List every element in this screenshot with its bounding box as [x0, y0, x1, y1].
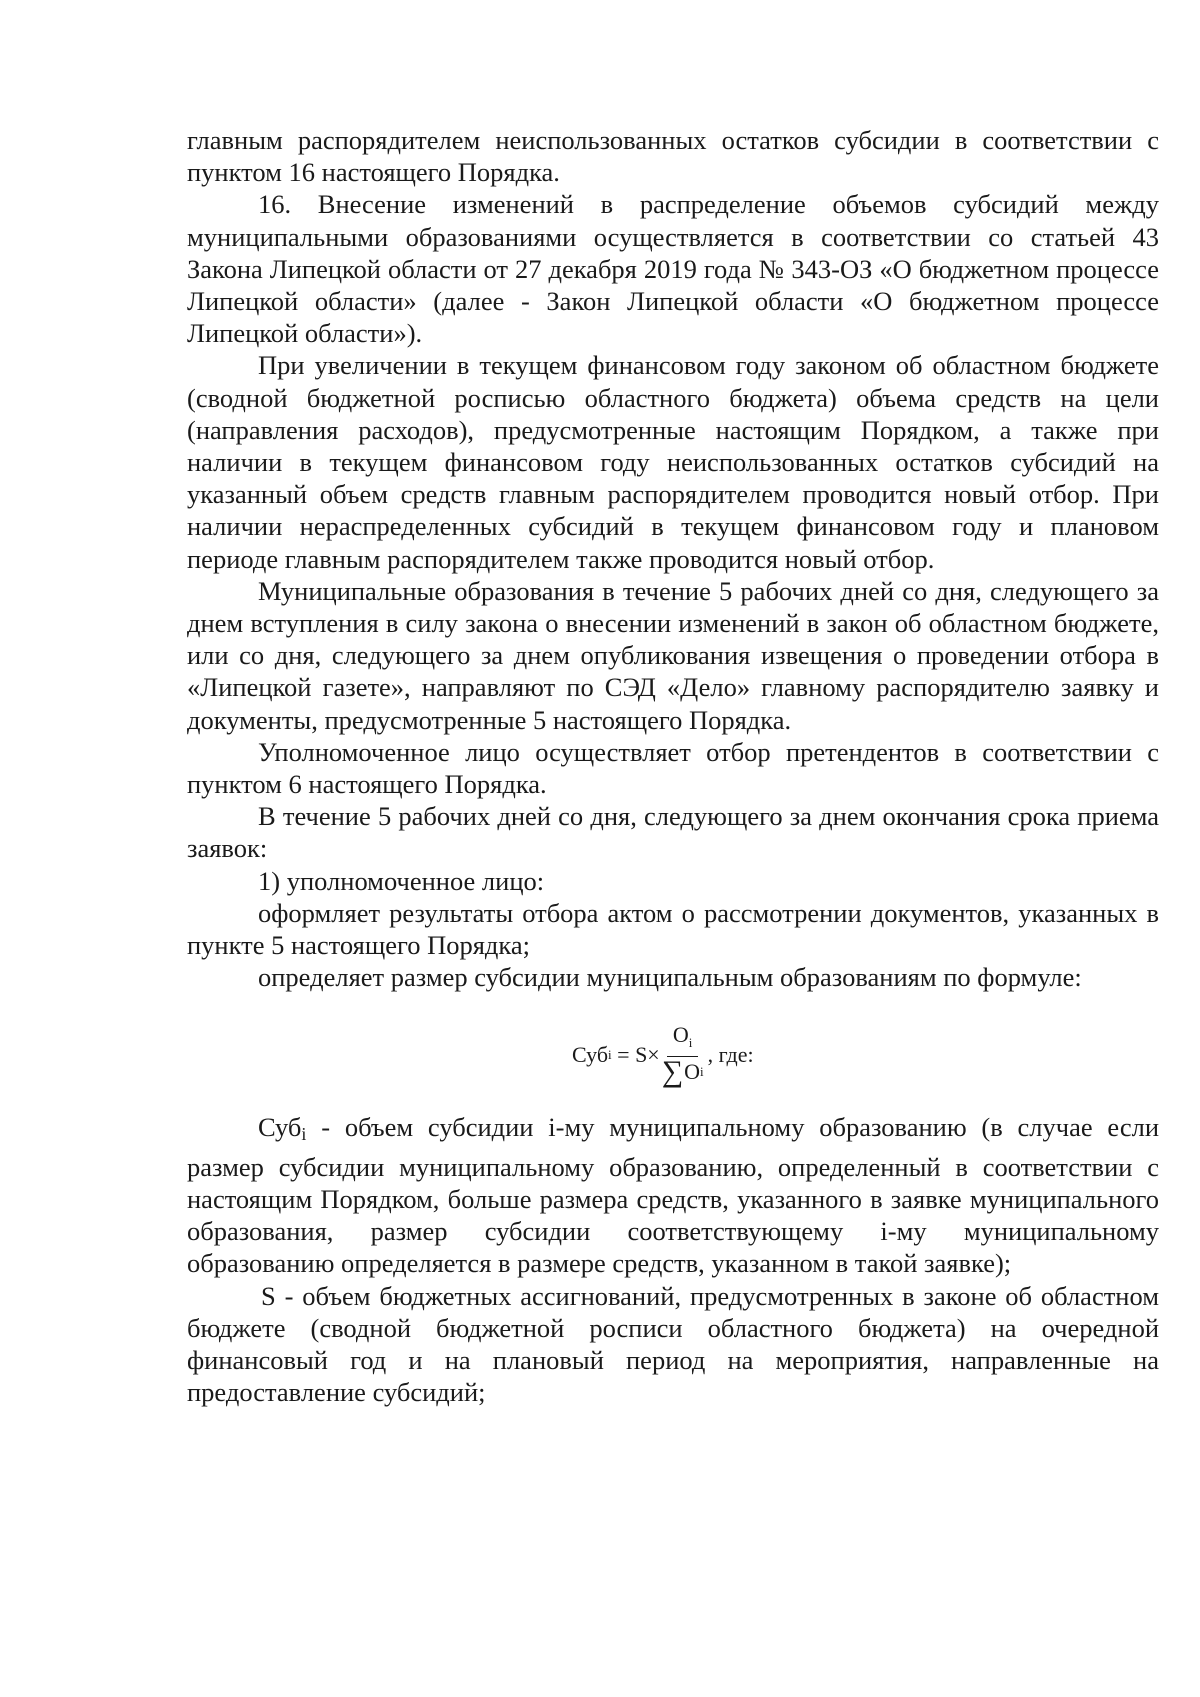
paragraph-sub-definition — [187, 1111, 1159, 1279]
subsidy-formula — [572, 1022, 754, 1089]
document-body — [187, 124, 1159, 1408]
denominator-sub: i — [700, 1064, 704, 1080]
paragraph-authorized-person: Уполномоченное лицо осуществляет отбор претендентов в соответствии с пунктом 6 настоящего Порядка. — [187, 736, 1159, 800]
denominator-symbol: O — [684, 1059, 700, 1085]
formula-lhs-sub: i — [608, 1046, 612, 1062]
formula-numerator — [667, 1024, 699, 1057]
numerator-symbol: O — [672, 1022, 689, 1048]
formula-block — [187, 993, 1159, 1111]
formula-equals: = S× — [611, 1041, 660, 1067]
paragraph-increase: При увеличении в текущем финансовом году законом об областном бюджете (сводной бюджетной росписью областного бюджета) объема средств на цели (направления расходов), предусмотренные настоящим Порядком, а также при наличии в текущем финансовом году неиспользованных остатков субсидий на указанный объем средств главным распорядителем проводится новый отбор. При наличии нераспределенных субсидий в текущем финансовом году и плановом периоде главным распорядителем также проводится новый отбор. — [187, 350, 1159, 574]
formula-fraction — [661, 1022, 704, 1089]
paragraph-item-1: 1) уполномоченное лицо: — [258, 865, 545, 896]
formula-denominator — [661, 1055, 704, 1089]
paragraph-continuation: главным распорядителем неиспользованных остатков субсидии в соответствии с пунктом 16 настоящего Порядка. — [187, 125, 1159, 188]
paragraph-municipalities: Муниципальные образования в течение 5 рабочих дней со дня, следующего за днем вступления в силу закона о внесении изменений в закон об областном бюджете, или со дня, следующего за днем опубликования извещения о проведении отбора в «Липецкой газете», направляют по СЭД «Дело» главному распорядителю заявку и документы, предусмотренные 5 настоящего Порядка. — [187, 575, 1159, 735]
sigma-symbol: ∑ — [661, 1055, 684, 1089]
paragraph-16: 16. Внесение изменений в распределение объемов субсидий между муниципальными образованиями осуществляется в соответствии со статьей 43 Закона Липецкой области от 27 декабря 2019 года № 343-ОЗ «О бюджетном процессе Липецкой области» (далее - Закон Липецкой области «О бюджетном процессе Липецкой области»). — [187, 189, 1159, 349]
paragraph-determines: определяет размер субсидии муниципальным образованиям по формуле: — [258, 962, 1082, 993]
sub-definition-text: - объем субсидии i-му муниципальному образованию (в случае если размер субсидии муниципальному образованию, определенный в соответствии с настоящим Порядком, больше размера средств, указанного в заявке муниципального образования, размер субсидии соответствующему i-му муниципальному образованию определяется в размере средств, указанном в такой заявке); — [187, 1112, 1159, 1279]
paragraph-s-definition: S - объем бюджетных ассигнований, предусмотренных в законе об областном бюджете (сводной бюджетной росписи областного бюджета) на очередной финансовый год и на плановый период на мероприятия, направленные на предоставление субсидий; — [187, 1280, 1159, 1408]
paragraph-within-days: В течение 5 рабочих дней со дня, следующего за днем окончания срока приема заявок: — [187, 801, 1159, 864]
paragraph-formalizes: оформляет результаты отбора актом о рассмотрении документов, указанных в пункте 5 настоящего Порядка; — [187, 897, 1159, 961]
formula-lhs: Суб — [572, 1041, 609, 1067]
term-sub: Суб — [258, 1112, 302, 1143]
formula-suffix: , где: — [707, 1041, 754, 1067]
numerator-sub: i — [688, 1035, 693, 1051]
term-sub-index: i — [301, 1124, 307, 1145]
